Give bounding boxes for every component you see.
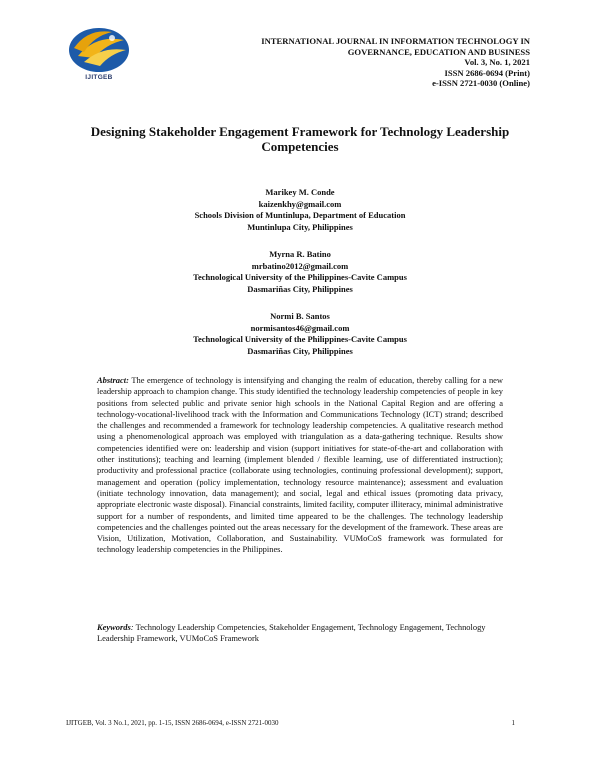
keywords (97, 622, 503, 645)
logo-emblem-icon (66, 24, 132, 74)
page-number: 1 (511, 719, 515, 727)
journal-name-line2: GOVERNANCE, EDUCATION AND BUSINESS (347, 46, 530, 57)
author-block (60, 187, 540, 233)
paper-title-line2: Competencies (261, 139, 339, 154)
author-block (60, 311, 540, 357)
author-block (60, 249, 540, 295)
author-name: Normi B. Santos (270, 311, 330, 321)
keywords-text: Technology Leadership Competencies, Stakeholder Engagement, Technology Engagement, Technology Leadership Framework, VUMoCoS Framework (97, 622, 486, 644)
logo-text: IJITGEB (85, 74, 113, 81)
author-location: Muntinlupa City, Philippines (247, 221, 353, 232)
journal-volume: Vol. 3, No. 1, 2021 (464, 57, 530, 67)
keywords-label: Keywords (97, 622, 131, 632)
author-affiliation: Technological University of the Philippines-Cavite Campus (193, 334, 407, 344)
journal-header (190, 36, 530, 89)
abstract-text: The emergence of technology is intensifying and changing the realm of education, thereby calling for a new leadership approach to champion change. This study identified the technology leadership competencies of people in key positions from selected public and private senior high schools in the National Capital Region and are offering a technology-vocational-livelihood track with the Information and Communications Technology (ICT) strand; described the challenges and recommended a framework for technology leadership competencies. A qualitative research method using a phenomenological approach was employed with triangulation as a data-gathering technique. Results show competencies identified were on: leadership and vision (support initiatives for state-of-the-art and collaboration with other institutions); teaching and learning (implement blended / flexible learning, use of differentiated instruction); productivity and professional practice (collaborate using technologies, continuing professional development); support, management and operation (policy implementation, technology resource maintenance); assessment and evaluation (initiate technology innovation, data management); and social, legal and ethical issues (promoting data privacy, appropriate electronic waste disposal). Financial constraints, limited facility, computer illiteracy, minimal administrative support for a number of respondents, and limited time appeared to be the challenges. The technology leadership competencies and the challenges pointed out the areas necessary for the development of the framework. These areas are Vision, Utilization, Motivation, Collaboration, and Sustainability. VUMoCoS framework was formulated for technology leadership competencies in the Philippines. (97, 375, 503, 555)
author-location: Dasmariñas City, Philippines (247, 283, 353, 294)
abstract (97, 375, 503, 556)
author-name: Myrna R. Batino (269, 249, 331, 259)
author-name: Marikey M. Conde (265, 187, 335, 197)
author-email: kaizenkhy@gmail.com (258, 198, 342, 209)
author-affiliation: Technological University of the Philippines-Cavite Campus (193, 272, 407, 282)
author-email: mrbatino2012@gmail.com (251, 260, 349, 271)
author-location: Dasmariñas City, Philippines (247, 345, 353, 356)
journal-issn-online: e-ISSN 2721-0030 (Online) (432, 78, 530, 88)
paper-title-line1: Designing Stakeholder Engagement Framework for Technology Leadership (90, 124, 510, 139)
journal-name-line1: INTERNATIONAL JOURNAL IN INFORMATION TECHNOLOGY IN (261, 36, 530, 46)
footer-citation: IJITGEB, Vol. 3 No.1, 2021, pp. 1-15, ISSN 2686-0694, e-ISSN 2721-0030 (66, 719, 279, 727)
paper-title (60, 124, 540, 154)
author-affiliation: Schools Division of Muntinlupa, Department of Education (194, 210, 406, 220)
author-email: normisantos46@gmail.com (250, 322, 350, 333)
abstract-label: Abstract: (97, 375, 129, 385)
journal-issn-print: ISSN 2686-0694 (Print) (444, 67, 530, 78)
keywords-separator: : (130, 622, 136, 632)
author-list (60, 187, 540, 373)
